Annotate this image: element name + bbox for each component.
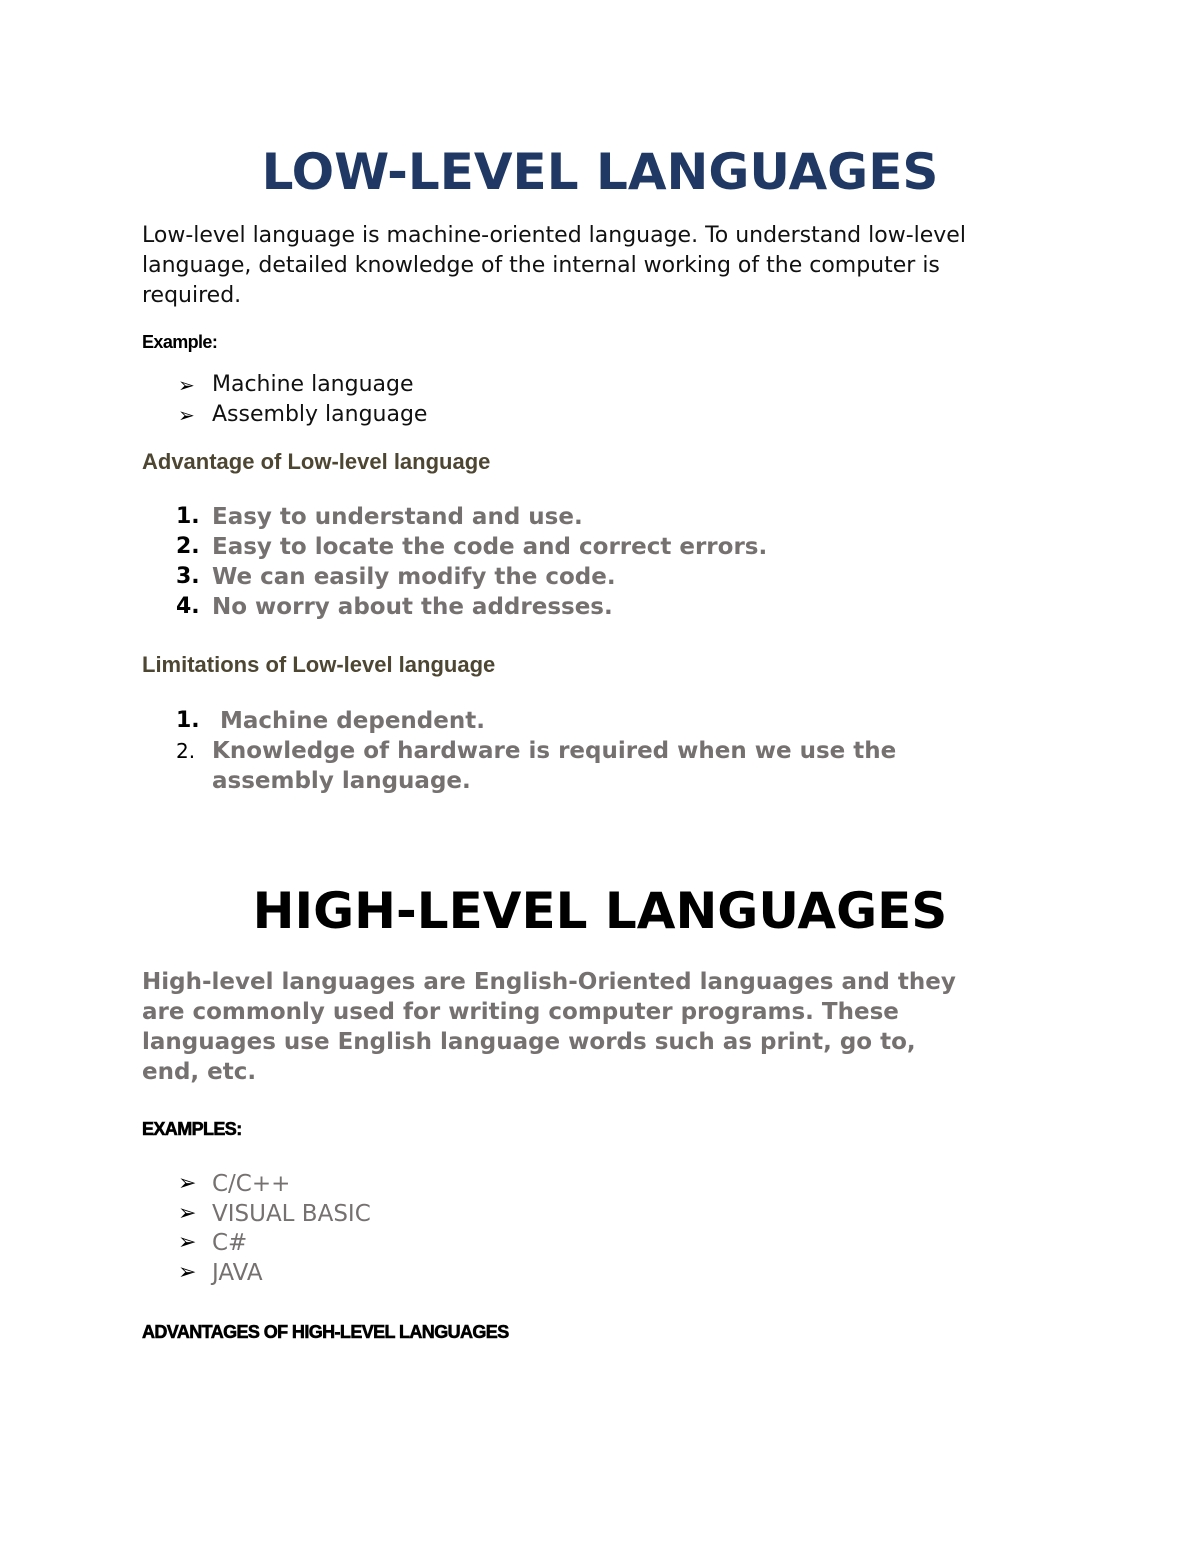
high-level-example-text: VISUAL BASIC [212, 1201, 371, 1227]
low-level-intro-line: required. [142, 283, 242, 308]
low-level-limitation-item [176, 736, 896, 766]
low-level-advantage-text: No worry about the addresses. [212, 594, 613, 620]
high-level-example-item [178, 1199, 371, 1229]
high-level-intro [142, 967, 1082, 1087]
low-level-advantage-text: We can easily modify the code. [212, 564, 616, 590]
high-level-intro-line: are commonly used for writing computer programs. These [142, 999, 899, 1025]
high-level-example-text: C/C++ [212, 1171, 291, 1197]
low-level-limitation-text: Machine dependent. [212, 708, 485, 734]
arrowhead-bullet-icon: ➢ [178, 1201, 197, 1226]
high-level-title: HIGH-LEVEL LANGUAGES [252, 882, 948, 940]
high-level-example-text: JAVA [212, 1260, 263, 1286]
high-level-intro-line: end, etc. [142, 1059, 257, 1085]
arrowhead-bullet-icon: ➢ [178, 1260, 197, 1285]
low-level-example-text: Machine language [212, 372, 414, 397]
low-level-limitation-continuation: assembly language. [212, 768, 471, 794]
low-level-advantage-item [176, 502, 583, 532]
arrowhead-bullet-icon: ➢ [178, 403, 195, 427]
high-level-intro-line: languages use English language words such as print, go to, [142, 1029, 916, 1055]
list-number: 4. [176, 594, 200, 619]
high-level-examples-label: EXAMPLES: [142, 1119, 242, 1139]
low-level-intro-line: language, detailed knowledge of the internal working of the computer is [142, 253, 940, 278]
list-number: 1. [176, 504, 200, 529]
low-level-limitation-item [176, 706, 485, 736]
low-level-limitation-text: Knowledge of hardware is required when we use the [212, 738, 897, 764]
high-level-example-text: C# [212, 1230, 248, 1256]
high-level-example-item [178, 1228, 247, 1258]
low-level-example-label: Example: [142, 332, 218, 352]
arrowhead-bullet-icon: ➢ [178, 1230, 197, 1255]
low-level-advantages-heading: Advantage of Low-level language [142, 449, 491, 474]
high-level-example-item [178, 1169, 290, 1199]
low-level-advantage-item [176, 562, 616, 592]
low-level-advantage-item [176, 532, 767, 562]
high-level-advantages-heading: ADVANTAGES OF HIGH-LEVEL LANGUAGES [142, 1322, 509, 1342]
high-level-intro-line: High-level languages are English-Oriented languages and they [142, 969, 956, 995]
low-level-example-item [178, 400, 427, 430]
low-level-advantage-text: Easy to understand and use. [212, 504, 583, 530]
low-level-advantage-item [176, 592, 613, 622]
low-level-example-item [178, 370, 414, 400]
low-level-advantage-text: Easy to locate the code and correct errors. [212, 534, 768, 560]
list-number: 1. [176, 708, 200, 733]
list-number: 2. [176, 534, 200, 559]
arrowhead-bullet-icon: ➢ [178, 1171, 197, 1196]
high-level-example-item [178, 1258, 263, 1288]
low-level-intro [142, 221, 1062, 311]
low-level-limitations-heading: Limitations of Low-level language [142, 652, 496, 677]
arrowhead-bullet-icon: ➢ [178, 373, 195, 397]
low-level-title: LOW-LEVEL LANGUAGES [261, 143, 939, 201]
low-level-example-text: Assembly language [212, 402, 428, 427]
list-number: 2. [176, 739, 196, 763]
list-number: 3. [176, 564, 200, 589]
low-level-intro-line: Low-level language is machine-oriented language. To understand low-level [142, 223, 966, 248]
